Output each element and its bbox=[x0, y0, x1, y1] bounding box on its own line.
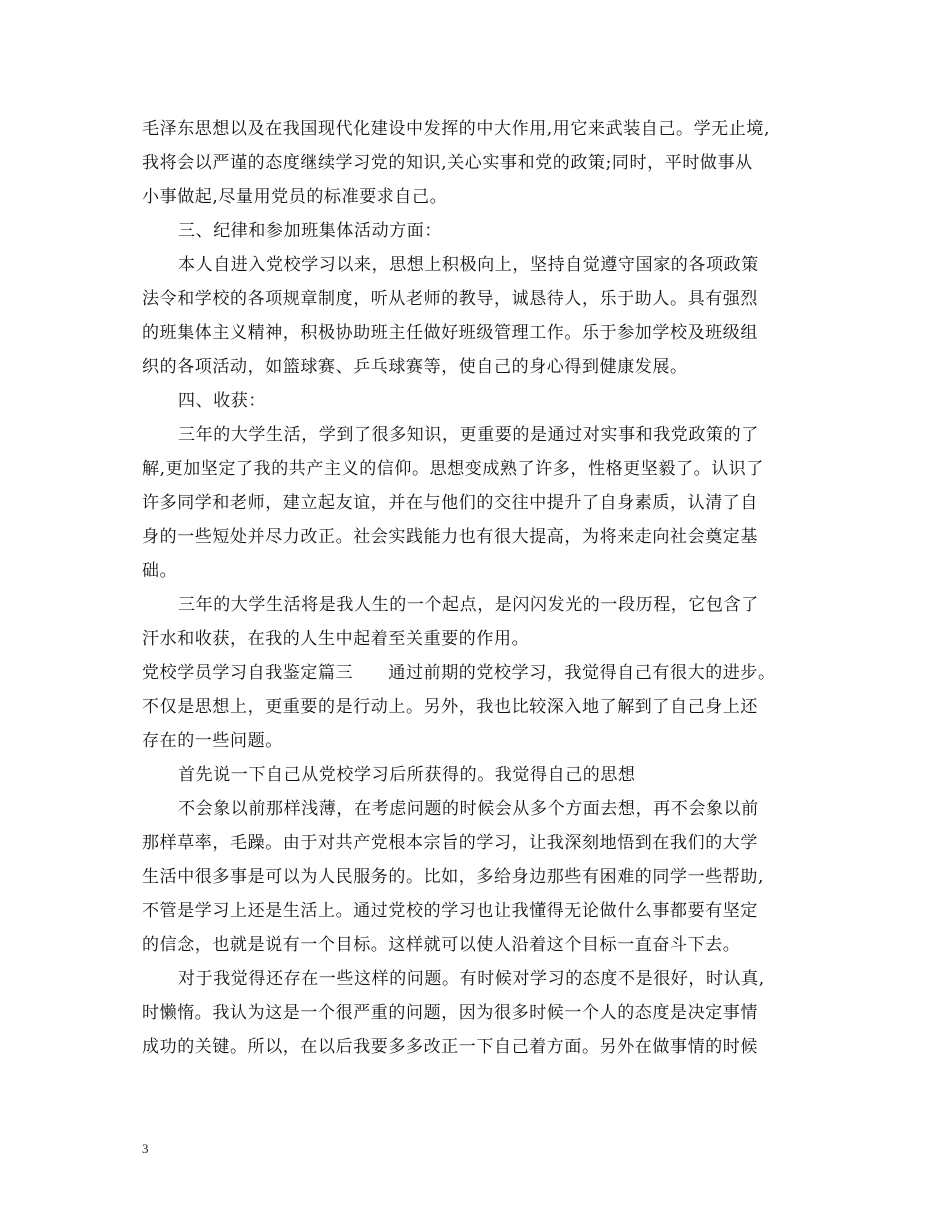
text-line: 汗水和收获，在我的人生中起着至关重要的作用。 bbox=[142, 629, 530, 649]
text-line: 法令和学校的各项规章制度，听从老师的教导，诚恳待人，乐于助人。具有强烈 bbox=[142, 289, 758, 309]
text-line: 的班集体主义精神，积极协助班主任做好班级管理工作。乐于参加学校及班级组 bbox=[142, 323, 758, 343]
text-line: 解,更加坚定了我的共产主义的信仰。思想变成熟了许多，性格更坚毅了。认识了 bbox=[142, 459, 765, 479]
text-line: 三年的大学生活，学到了很多知识，更重要的是通过对实事和我党政策的了 bbox=[178, 425, 759, 445]
text-line: 不仅是思想上，更重要的是行动上。另外，我也比较深入地了解到了自己身上还 bbox=[142, 697, 758, 717]
text-line: 时懒惰。我认为这是一个很严重的问题，因为很多时候一个人的态度是决定事情 bbox=[142, 1003, 758, 1023]
text-line: 织的各项活动，如篮球赛、乒乓球赛等，使自己的身心得到健康发展。 bbox=[142, 357, 688, 377]
text-line: 础。 bbox=[142, 561, 178, 581]
section-heading: 三、纪律和参加班集体活动方面： bbox=[178, 221, 442, 241]
text-line: 生活中很多事是可以为人民服务的。比如，多给身边那些有困难的同学一些帮助, bbox=[142, 867, 765, 887]
text-line: 的信念，也就是说有一个目标。这样就可以使人沿着这个目标一直奋斗下去。 bbox=[142, 935, 741, 955]
text-line: 存在的一些问题。 bbox=[142, 731, 283, 751]
text-line: 对于我觉得还存在一些这样的问题。有时候对学习的态度不是很好，时认真, bbox=[178, 969, 765, 989]
document-body bbox=[142, 112, 822, 1064]
text-line: 不管是学习上还是生活上。通过党校的学习也让我懂得无论做什么事都要有坚定 bbox=[142, 901, 758, 921]
text-line: 成功的关键。所以，在以后我要多多改正一下自己着方面。另外在做事情的时候 bbox=[142, 1037, 758, 1057]
text-line: 身的一些短处并尽力改正。社会实践能力也有很大提高，为将来走向社会奠定基 bbox=[142, 527, 758, 547]
text-line: 小事做起,尽量用党员的标准要求自己。 bbox=[142, 187, 448, 207]
text-line: 毛泽东思想以及在我国现代化建设中发挥的中大作用,用它来武装自己。学无止境, bbox=[142, 119, 771, 139]
article-title-line: 党校学员学习自我鉴定篇三 通过前期的党校学习，我觉得自己有很大的进步。 bbox=[142, 663, 776, 683]
text-line: 三年的大学生活将是我人生的一个起点，是闪闪发光的一段历程，它包含了 bbox=[178, 595, 759, 615]
section-heading: 四、收获： bbox=[178, 391, 266, 411]
text-line: 本人自进入党校学习以来，思想上积极向上，坚持自觉遵守国家的各项政策 bbox=[178, 255, 759, 275]
text-line: 首先说一下自己从党校学习后所获得的。我觉得自己的思想 bbox=[178, 765, 636, 785]
text-line: 不会象以前那样浅薄，在考虑问题的时候会从多个方面去想，再不会象以前 bbox=[178, 799, 759, 819]
text-line: 那样草率，毛躁。由于对共产党根本宗旨的学习，让我深刻地悟到在我们的大学 bbox=[142, 833, 758, 853]
text-line: 许多同学和老师，建立起友谊，并在与他们的交往中提升了自身素质，认清了自 bbox=[142, 493, 758, 513]
page-number: 3 bbox=[142, 1141, 149, 1156]
text-line: 我将会以严谨的态度继续学习党的知识,关心实事和党的政策;同时，平时做事从 bbox=[142, 153, 753, 173]
